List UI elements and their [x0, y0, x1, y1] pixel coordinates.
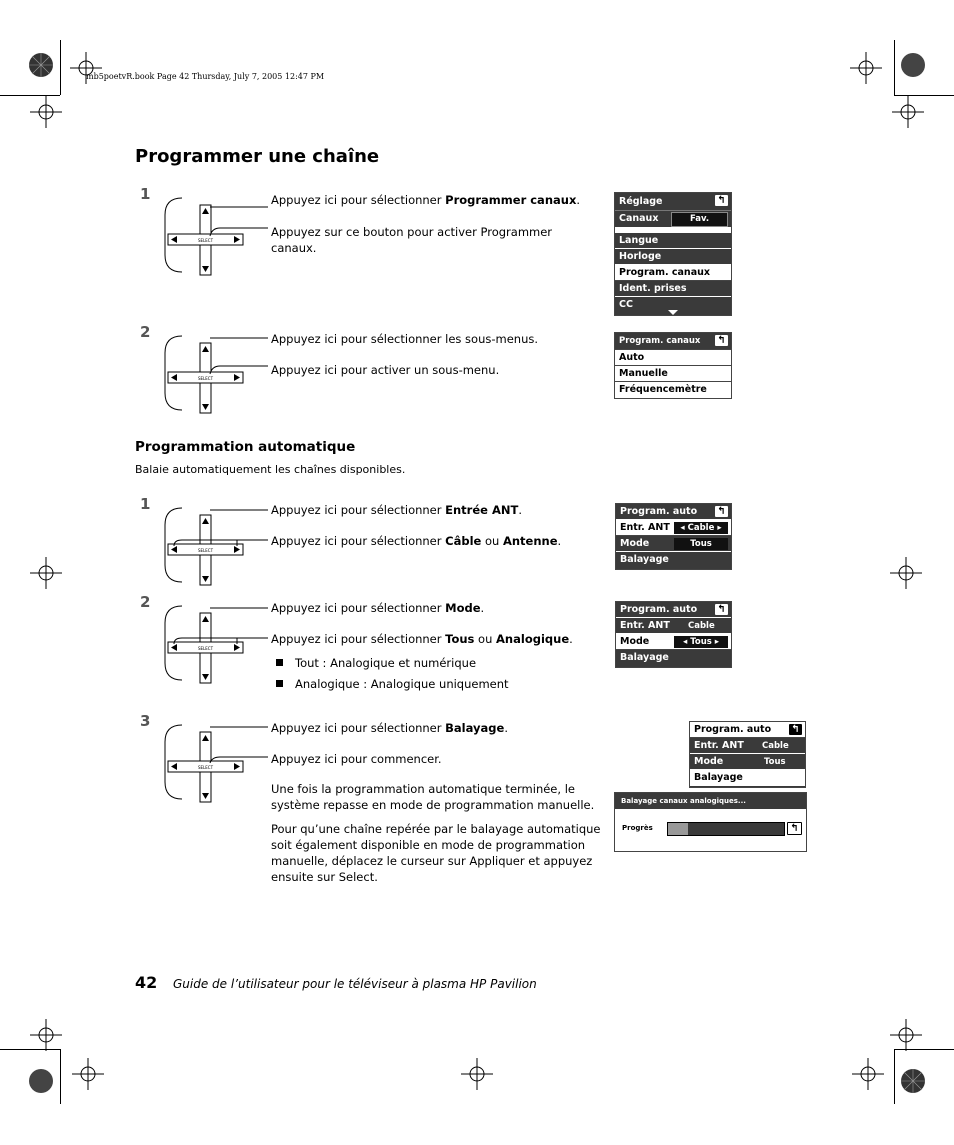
instruction: Appuyez ici pour sélectionner Mode.	[271, 601, 485, 615]
progress-bar	[667, 822, 785, 836]
menu-item-mode[interactable]: Mode ◂ Tous ▸	[616, 634, 731, 650]
instruction: Appuyez ici pour commencer.	[271, 752, 442, 766]
menu-item[interactable]: Ident. prises	[615, 281, 731, 297]
crosshair-mark-icon	[890, 1019, 922, 1051]
step-number: 1	[140, 495, 151, 513]
remote-dpad-icon	[160, 500, 270, 590]
svg-text:SELECT: SELECT	[197, 646, 214, 651]
menu-item-entr-ant[interactable]: Entr. ANT Cable	[616, 618, 731, 634]
instruction: Appuyez ici pour sélectionner Balayage.	[271, 721, 508, 735]
auto-program-menu	[615, 503, 732, 570]
menu-item-balayage[interactable]: Balayage	[616, 552, 731, 568]
header-meta: mb5poetvR.book Page 42 Thursday, July 7, 2005 12:47 PM	[86, 72, 325, 81]
instruction: Appuyez sur ce bouton pour activer Programmer canaux.	[271, 225, 553, 255]
instruction: Appuyez ici pour sélectionner Câble ou Antenne.	[271, 534, 562, 548]
menu-item-balayage[interactable]: Balayage	[690, 770, 805, 786]
back-icon[interactable]: ↰	[715, 506, 728, 517]
scan-progress-panel	[614, 792, 807, 852]
page-title: Programmer une chaîne	[135, 146, 380, 167]
menu-item[interactable]: Auto	[615, 349, 731, 365]
footer-text: Guide de l’utilisateur pour le téléviseur à plasma HP Pavilion	[173, 977, 537, 991]
program-channels-menu	[614, 332, 732, 399]
menu-title: Program. auto ↰	[616, 602, 731, 618]
back-icon[interactable]: ↰	[715, 604, 728, 615]
back-icon[interactable]: ↰	[715, 335, 728, 346]
section-title: Programmation automatique	[135, 439, 356, 455]
crosshair-mark-icon	[30, 557, 62, 589]
menu-item-balayage[interactable]: Balayage	[616, 650, 731, 666]
bullet-item: Tout : Analogique et numérique	[276, 656, 476, 670]
crosshair-mark-icon	[852, 1058, 884, 1090]
instruction: Appuyez ici pour sélectionner Programmer canaux.	[271, 193, 581, 207]
registration-mark-icon	[24, 48, 58, 82]
instruction: Appuyez ici pour sélectionner les sous-menus.	[271, 332, 539, 346]
crosshair-mark-icon	[892, 96, 924, 128]
crosshair-mark-icon	[30, 1019, 62, 1051]
menu-item-mode[interactable]: Mode Tous	[616, 536, 731, 552]
setup-menu	[614, 192, 732, 316]
menu-title: Program. canaux ↰	[615, 333, 731, 349]
svg-text:SELECT: SELECT	[197, 765, 214, 770]
menu-item[interactable]: CC	[615, 297, 731, 313]
instruction: Appuyez ici pour activer un sous-menu.	[271, 363, 500, 377]
scroll-down-icon[interactable]	[668, 310, 678, 316]
menu-item-selected[interactable]: Program. canaux	[615, 265, 731, 281]
svg-text:SELECT: SELECT	[197, 238, 214, 243]
svg-text:SELECT: SELECT	[197, 548, 214, 553]
bullet-item: Analogique : Analogique uniquement	[276, 677, 509, 691]
step-number: 3	[140, 712, 151, 730]
step-number: 2	[140, 323, 151, 341]
svg-text:SELECT: SELECT	[197, 376, 214, 381]
instruction: Appuyez ici pour sélectionner Tous ou Analogique.	[271, 632, 573, 646]
progress-label: Progrès	[622, 824, 653, 832]
auto-program-menu	[689, 721, 806, 788]
menu-title: Program. auto ↰	[690, 722, 805, 738]
menu-item[interactable]: Langue	[615, 233, 731, 249]
remote-dpad-icon	[160, 328, 270, 418]
page-number: 42	[135, 973, 158, 992]
menu-item[interactable]: Fréquencemètre	[615, 381, 731, 397]
remote-dpad-icon	[160, 598, 270, 688]
registration-mark-icon	[896, 48, 930, 82]
menu-item-entr-ant[interactable]: Entr. ANT ◂ Cable ▸	[616, 520, 731, 536]
remote-dpad-icon	[160, 190, 270, 280]
crosshair-mark-icon	[461, 1058, 493, 1090]
crosshair-mark-icon	[72, 1058, 104, 1090]
remote-dpad-icon	[160, 717, 270, 807]
menu-item-entr-ant[interactable]: Entr. ANT Cable	[690, 738, 805, 754]
step-number: 1	[140, 185, 151, 203]
crosshair-mark-icon	[30, 96, 62, 128]
back-icon[interactable]: ↰	[787, 822, 802, 835]
menu-title: Réglage ↰	[615, 193, 731, 211]
paragraph: Pour qu’une chaîne repérée par le balayage automatique soit également disponible en mode de programmation manuelle, déplacez le curseur sur Appliquer et appuyez ensuite sur Select.	[271, 822, 601, 884]
step-number: 2	[140, 593, 151, 611]
section-intro: Balaie automatiquement les chaînes disponibles.	[135, 463, 406, 476]
auto-program-menu	[615, 601, 732, 668]
scan-title: Balayage canaux analogiques...	[615, 793, 806, 809]
menu-item[interactable]: Manuelle	[615, 365, 731, 381]
back-icon[interactable]: ↰	[715, 195, 728, 206]
crosshair-mark-icon	[890, 557, 922, 589]
registration-mark-icon	[24, 1064, 58, 1098]
crosshair-mark-icon	[850, 52, 882, 84]
paragraph: Une fois la programmation automatique terminée, le système repasse en mode de programmation manuelle.	[271, 782, 595, 812]
menu-item-mode[interactable]: Mode Tous	[690, 754, 805, 770]
registration-mark-icon	[896, 1064, 930, 1098]
menu-item[interactable]: Horloge	[615, 249, 731, 265]
back-icon[interactable]: ↰	[789, 724, 802, 735]
progress-fill	[668, 823, 688, 835]
menu-title: Program. auto ↰	[616, 504, 731, 520]
instruction: Appuyez ici pour sélectionner Entrée ANT.	[271, 503, 522, 517]
menu-item-canaux[interactable]: Canaux Fav.	[615, 211, 731, 227]
